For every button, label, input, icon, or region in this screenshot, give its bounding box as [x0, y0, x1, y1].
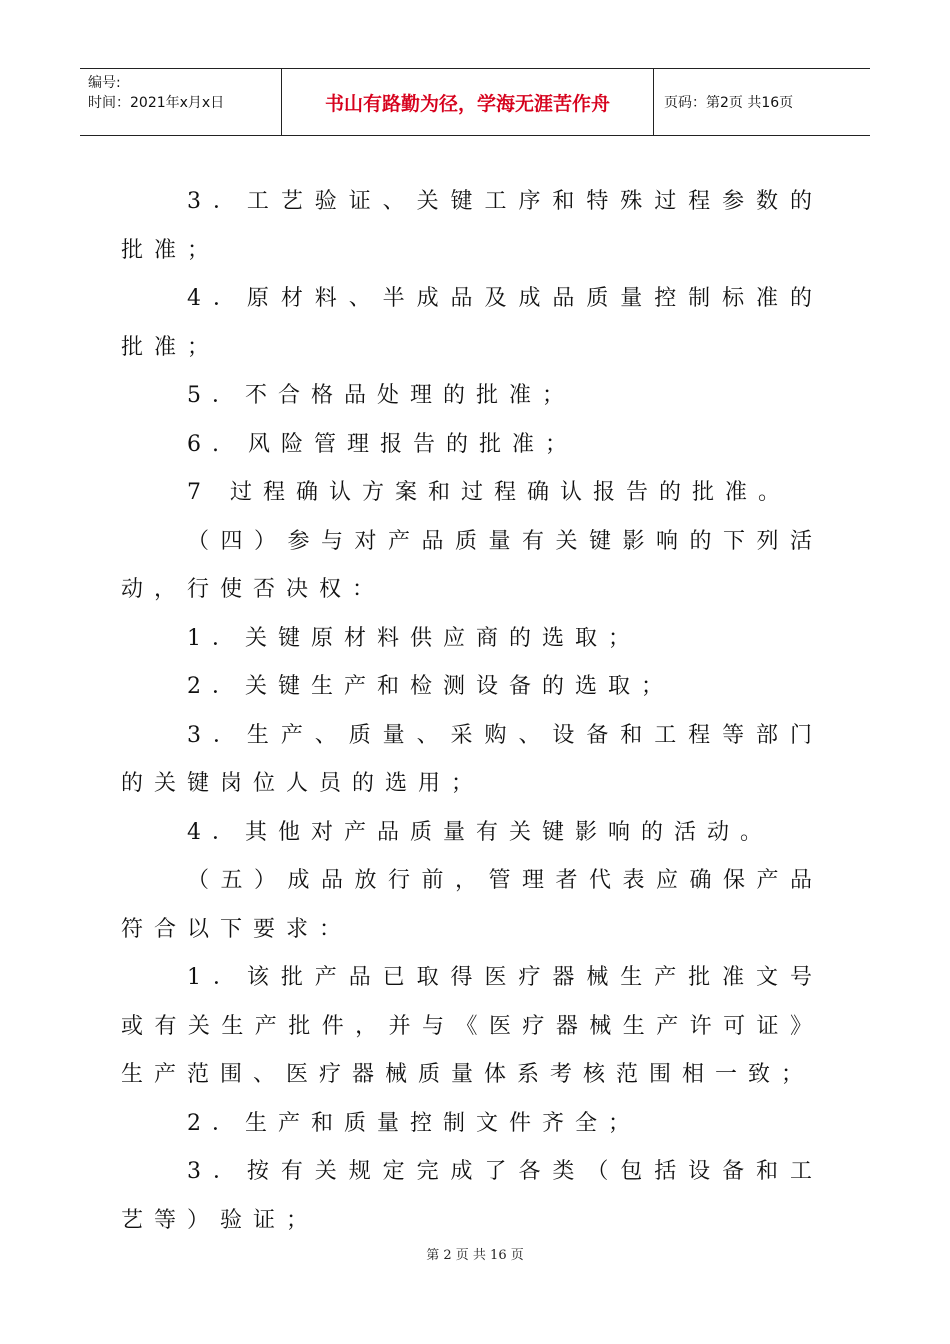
document-body [121, 178, 823, 1245]
paragraph: 3．生产、质量、采购、设备和工程等部门的关键岗位人员的选用； [121, 722, 823, 796]
paragraph: 5．不合格品处理的批准； [187, 383, 575, 408]
document-time-label: 时间：2021年x月x日 [88, 95, 225, 111]
paragraph: （四）参与对产品质量有关键影响的下列活动，行使否决权： [121, 528, 823, 602]
paragraph: 3．按有关规定完成了各类（包括设备和工艺等）验证； [121, 1159, 823, 1233]
page-header [80, 68, 870, 136]
paragraph: （五）成品放行前，管理者代表应确保产品符合以下要求： [121, 868, 823, 942]
paragraph: 2．关键生产和检测设备的选取； [187, 674, 674, 699]
header-page-info: 页码：第2页 共16页 [664, 95, 794, 111]
paragraph: 2．生产和质量控制文件齐全； [187, 1110, 641, 1136]
paragraph: 6. 风险管理报告的批准； [187, 431, 578, 457]
paragraph: 4．原材料、半成品及成品质量控制标准的批准； [121, 286, 823, 360]
header-meta [80, 69, 282, 135]
paragraph: 1．该批产品已取得医疗器械生产批准文号或有关生产批件，并与《医疗器械生产许可证》生产范围、医疗器械质量体系考核范围相一致； [121, 965, 823, 1087]
header-motto: 书山有路勤为径，学海无涯苦作舟 [282, 69, 654, 135]
paragraph: 4．其他对产品质量有关键影响的活动。 [187, 819, 773, 845]
paragraph: 3．工艺验证、关键工序和特殊过程参数的批准； [121, 189, 823, 263]
page-footer: 第 2 页 共 16 页 [426, 1248, 524, 1263]
paragraph: 7 过程确认方案和过程确认报告的批准。 [187, 480, 791, 505]
paragraph: 1．关键原材料供应商的选取； [187, 625, 641, 651]
document-number-label: 编号: [88, 75, 121, 91]
